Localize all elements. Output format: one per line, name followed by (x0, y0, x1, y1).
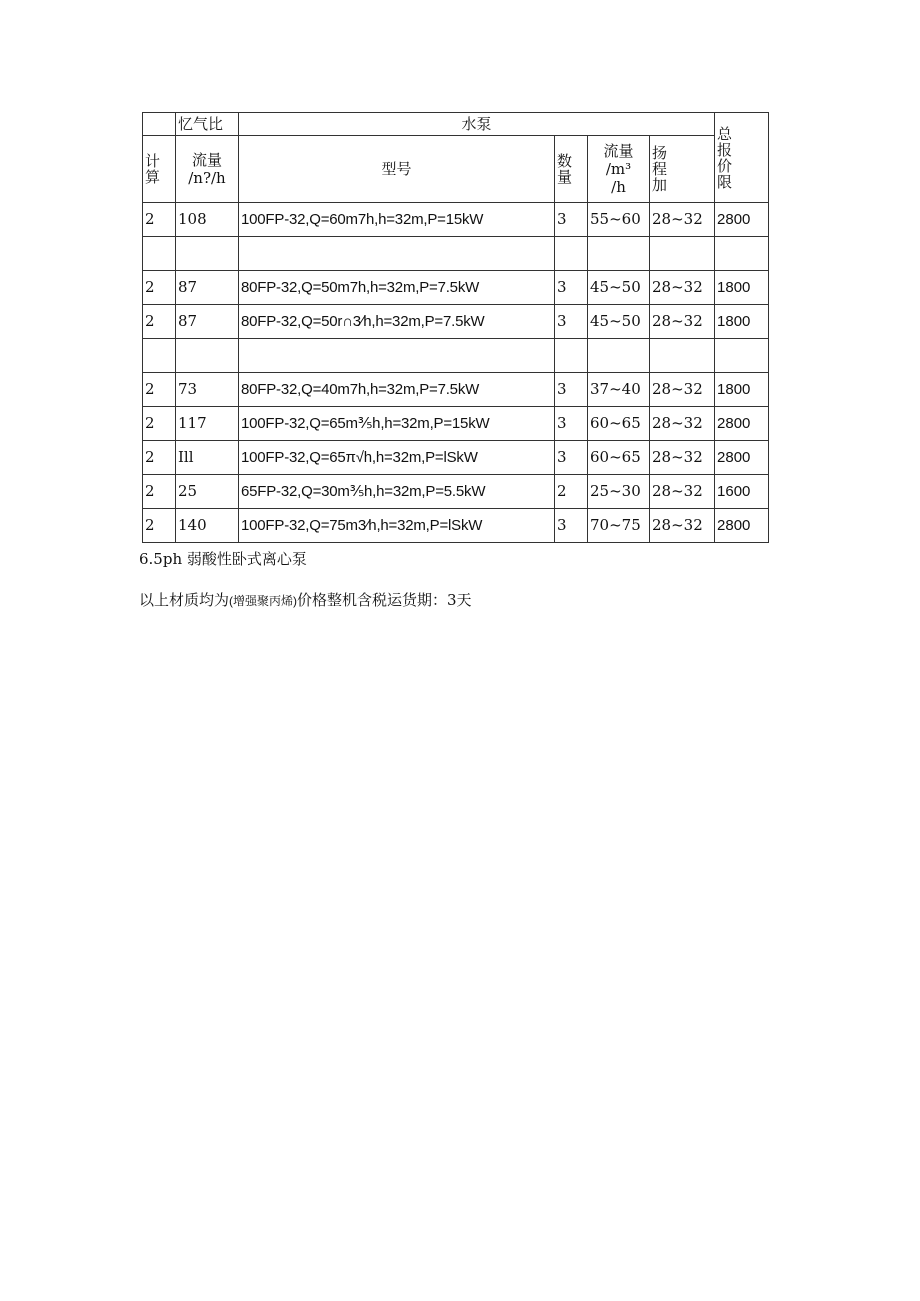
header-group-left: 忆气比 (176, 113, 239, 136)
cell-model: 80FP-32,Q=50r∩3⁄h,h=32m,P=7.5kW (239, 305, 555, 339)
header-head-line: 扬 (652, 144, 668, 162)
header-qty-line: 量 (557, 168, 573, 186)
cell-pump-flow: 70~75 (588, 509, 650, 543)
header-head (650, 136, 715, 203)
header-head-line: 加 (652, 176, 668, 194)
header-group-pump: 水泵 (239, 113, 715, 136)
cell-pump-flow: 55~60 (588, 203, 650, 237)
cell-price: 2800 (715, 509, 769, 543)
material-name: (增强聚丙烯) (229, 594, 298, 608)
cell-model: 65FP-32,Q=30m⅗h,h=32m,P=5.5kW (239, 475, 555, 509)
table-row (143, 441, 769, 475)
table-row (143, 407, 769, 441)
header-pump-flow-line: /h (611, 178, 626, 196)
header-price-line: 报 (717, 140, 733, 159)
cell-price: 2800 (715, 203, 769, 237)
cell-flow: 25 (176, 475, 239, 509)
cell-model: 80FP-32,Q=50m7h,h=32m,P=7.5kW (239, 271, 555, 305)
cell-flow (176, 237, 239, 271)
header-row-1 (143, 113, 769, 136)
cell-head: 28~32 (650, 271, 715, 305)
header-pump-flow (588, 136, 650, 203)
cell-head: 28~32 (650, 203, 715, 237)
cell-price (715, 237, 769, 271)
table-row (143, 373, 769, 407)
cell-head: 28~32 (650, 305, 715, 339)
cell-flow: 87 (176, 305, 239, 339)
cell-flow: 108 (176, 203, 239, 237)
cell-head: 28~32 (650, 475, 715, 509)
cell-pump-flow: 45~50 (588, 271, 650, 305)
header-price-line: 总 (717, 124, 733, 143)
header-price (715, 113, 769, 203)
table-row (143, 203, 769, 237)
cell-pump-flow (588, 339, 650, 373)
cell-qty: 3 (555, 373, 588, 407)
cell-qty: 2 (555, 475, 588, 509)
cell-calc (143, 237, 176, 271)
pump-type-note: 6.5ph 弱酸性卧式离心泵 (139, 550, 307, 568)
cell-calc: 2 (143, 271, 176, 305)
cell-model: 100FP-32,Q=75m3⁄h,h=32m,P=lSkW (239, 509, 555, 543)
cell-model: 80FP-32,Q=40m7h,h=32m,P=7.5kW (239, 373, 555, 407)
table-row (143, 475, 769, 509)
header-pump-flow-line: /m³ (605, 160, 632, 178)
material-note-prefix: 以上材质均为 (139, 591, 230, 609)
cell-head: 28~32 (650, 509, 715, 543)
cell-qty (555, 339, 588, 373)
cell-pump-flow: 60~65 (588, 441, 650, 475)
cell-qty: 3 (555, 271, 588, 305)
delivery-note: 价格整机含税运货期：3天 (297, 591, 472, 609)
header-model: 型号 (239, 136, 555, 203)
cell-calc: 2 (143, 373, 176, 407)
cell-qty (555, 237, 588, 271)
cell-price (715, 339, 769, 373)
table-row (143, 305, 769, 339)
cell-calc: 2 (143, 475, 176, 509)
cell-flow: 87 (176, 271, 239, 305)
cell-flow: Ill (176, 441, 239, 475)
cell-price: 2800 (715, 441, 769, 475)
cell-head: 28~32 (650, 373, 715, 407)
cell-flow: 73 (176, 373, 239, 407)
header-calc (143, 136, 176, 203)
header-flow-line: 流量 (191, 151, 222, 169)
cell-qty: 3 (555, 305, 588, 339)
cell-qty: 3 (555, 407, 588, 441)
cell-price: 2800 (715, 407, 769, 441)
header-empty-cell (143, 113, 176, 136)
cell-model (239, 339, 555, 373)
cell-model: 100FP-32,Q=60m7h,h=32m,P=15kW (239, 203, 555, 237)
header-price-line: 限 (717, 172, 733, 191)
table-row (143, 271, 769, 305)
header-calc-line: 计 (145, 152, 161, 170)
cell-calc: 2 (143, 407, 176, 441)
header-calc-line: 算 (145, 168, 161, 186)
cell-price: 1600 (715, 475, 769, 509)
cell-calc: 2 (143, 509, 176, 543)
cell-pump-flow: 60~65 (588, 407, 650, 441)
pump-price-table (142, 112, 769, 543)
cell-flow: 117 (176, 407, 239, 441)
cell-qty: 3 (555, 203, 588, 237)
cell-calc: 2 (143, 441, 176, 475)
cell-pump-flow (588, 237, 650, 271)
header-flow-line: /n?/h (188, 169, 226, 187)
material-price-note (139, 591, 472, 610)
cell-pump-flow: 25~30 (588, 475, 650, 509)
table-row (143, 237, 769, 271)
cell-flow (176, 339, 239, 373)
cell-head (650, 339, 715, 373)
cell-head (650, 237, 715, 271)
table-row (143, 339, 769, 373)
cell-head: 28~32 (650, 441, 715, 475)
header-head-line: 程 (652, 160, 668, 178)
cell-price: 1800 (715, 305, 769, 339)
header-price-line: 价 (717, 156, 733, 175)
table-row (143, 509, 769, 543)
header-qty-line: 数 (557, 152, 573, 170)
cell-model: 100FP-32,Q=65π√h,h=32m,P=lSkW (239, 441, 555, 475)
cell-calc: 2 (143, 203, 176, 237)
cell-pump-flow: 45~50 (588, 305, 650, 339)
cell-calc: 2 (143, 305, 176, 339)
cell-model: 100FP-32,Q=65m⅗h,h=32m,P=15kW (239, 407, 555, 441)
cell-price: 1800 (715, 373, 769, 407)
cell-price: 1800 (715, 271, 769, 305)
header-pump-flow-line: 流量 (603, 142, 634, 160)
cell-flow: 140 (176, 509, 239, 543)
header-flow (176, 136, 239, 203)
cell-calc (143, 339, 176, 373)
cell-pump-flow: 37~40 (588, 373, 650, 407)
header-qty (555, 136, 588, 203)
cell-qty: 3 (555, 509, 588, 543)
header-row-2 (143, 136, 769, 203)
cell-model (239, 237, 555, 271)
cell-qty: 3 (555, 441, 588, 475)
cell-head: 28~32 (650, 407, 715, 441)
